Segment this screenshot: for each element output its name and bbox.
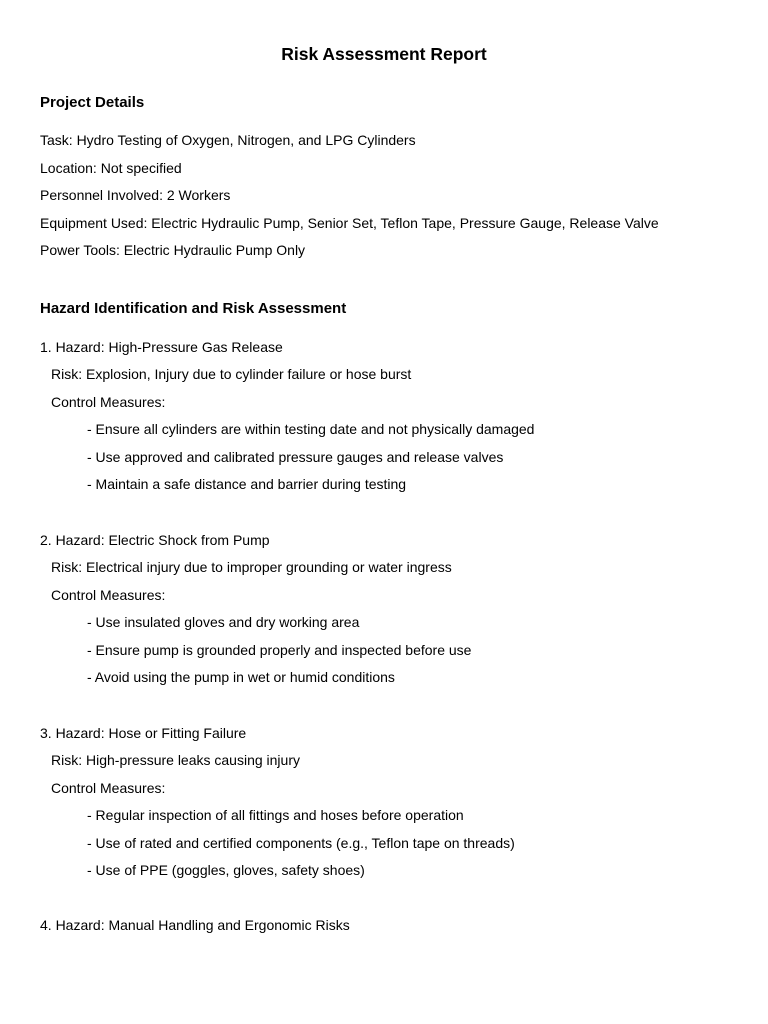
hazard-risk: Risk: High-pressure leaks causing injury bbox=[51, 752, 300, 768]
control-measure-item: - Use insulated gloves and dry working area bbox=[87, 614, 360, 630]
hazard-title: 3. Hazard: Hose or Fitting Failure bbox=[40, 725, 247, 741]
control-measures-label: Control Measures: bbox=[51, 587, 166, 603]
control-measure-item: - Regular inspection of all fittings and hoses before operation bbox=[87, 807, 464, 823]
control-measure-item: - Use of PPE (goggles, gloves, safety shoes) bbox=[87, 862, 365, 878]
control-measures-label: Control Measures: bbox=[51, 394, 166, 410]
project-task: Task: Hydro Testing of Oxygen, Nitrogen, and LPG Cylinders bbox=[40, 132, 416, 148]
control-measure-item: - Use approved and calibrated pressure gauges and release valves bbox=[87, 449, 504, 465]
control-measure-item: - Use of rated and certified components (e.g., Teflon tape on threads) bbox=[87, 835, 515, 851]
project-details-heading: Project Details bbox=[40, 94, 145, 111]
project-equipment: Equipment Used: Electric Hydraulic Pump, Senior Set, Teflon Tape, Pressure Gauge, Release Valve bbox=[40, 215, 659, 231]
control-measure-item: - Ensure all cylinders are within testing date and not physically damaged bbox=[87, 421, 535, 437]
control-measure-item: - Ensure pump is grounded properly and inspected before use bbox=[87, 642, 472, 658]
hazard-title: 4. Hazard: Manual Handling and Ergonomic Risks bbox=[40, 917, 350, 933]
hazard-risk: Risk: Explosion, Injury due to cylinder failure or hose burst bbox=[51, 366, 412, 382]
control-measures-label: Control Measures: bbox=[51, 780, 166, 796]
hazard-title: 2. Hazard: Electric Shock from Pump bbox=[40, 532, 270, 548]
project-personnel: Personnel Involved: 2 Workers bbox=[40, 187, 231, 203]
control-measure-item: - Maintain a safe distance and barrier during testing bbox=[87, 476, 407, 492]
project-power-tools: Power Tools: Electric Hydraulic Pump Only bbox=[40, 242, 306, 258]
hazard-title: 1. Hazard: High-Pressure Gas Release bbox=[40, 339, 283, 355]
control-measure-item: - Avoid using the pump in wet or humid conditions bbox=[87, 669, 395, 685]
report-title: Risk Assessment Report bbox=[281, 44, 487, 64]
hazard-risk: Risk: Electrical injury due to improper grounding or water ingress bbox=[51, 559, 452, 575]
hazard-section-heading: Hazard Identification and Risk Assessment bbox=[40, 300, 347, 317]
project-location: Location: Not specified bbox=[40, 160, 182, 176]
